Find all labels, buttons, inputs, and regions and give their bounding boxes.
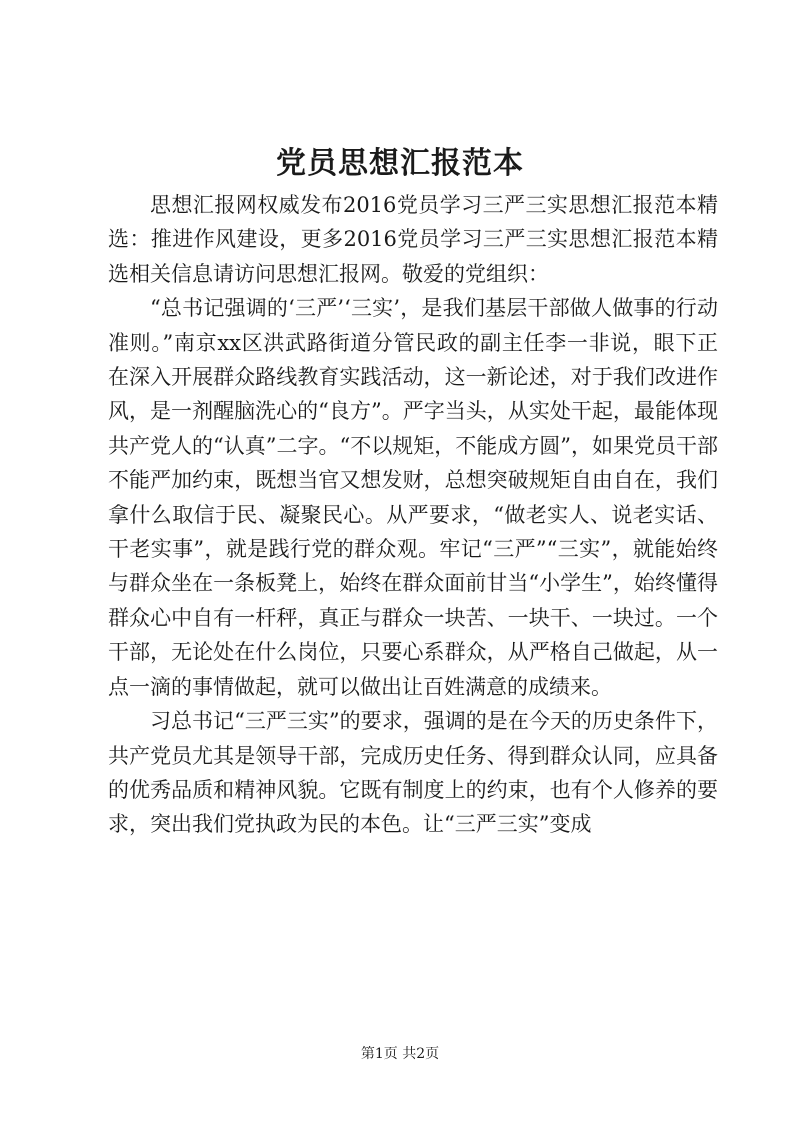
paragraph-main: “总书记强调的‘三严’‘三实’，是我们基层干部做人做事的行动准则。”南京xx区洪武路街道分管民政的副主任李一非说，眼下正在深入开展群众路线教育实践活动，这一新论述，对于我们改进作风，是一剂醒脑洗心的“良方”。严字当头，从实处干起，最能体现共产党人的“认真”二字。“不以规矩，不能成方圆”，如果党员干部不能严加约束，既想当官又想发财，总想突破规矩自由自在，我们拿什么取信于民、凝聚民心。从严要求，“做老实人、说老实话、干老实事”，就是践行党的群众观。牢记“三严”“三实”，就能始终与群众坐在一条板凳上，始终在群众面前甘当“小学生”，始终懂得群众心中自有一杆秤，真正与群众一块苦、一块干、一块过。一个干部，无论处在什么岗位，只要心系群众，从严格自己做起，从一点一滴的事情做起，就可以做出让百姓满意的成绩来。 bbox=[108, 296, 718, 699]
page-title: 党员思想汇报范本 bbox=[276, 146, 524, 181]
document-body bbox=[108, 188, 718, 842]
paragraph-continued: 习总书记“三严三实”的要求，强调的是在今天的历史条件下，共产党员尤其是领导干部，完成历史任务、得到群众认同，应具备的优秀品质和精神风貌。它既有制度上的约束，也有个人修养的要求，突出我们党执政为民的本色。让“三严三实”变成 bbox=[108, 709, 718, 837]
paragraph-intro: 思想汇报网权威发布2016党员学习三严三实思想汇报范本精选：推进作风建设，更多2016党员学习三严三实思想汇报范本精选相关信息请访问思想汇报网。敬爱的党组织： bbox=[108, 193, 718, 286]
page-number-footer: 第1页 共2页 bbox=[360, 1046, 440, 1062]
